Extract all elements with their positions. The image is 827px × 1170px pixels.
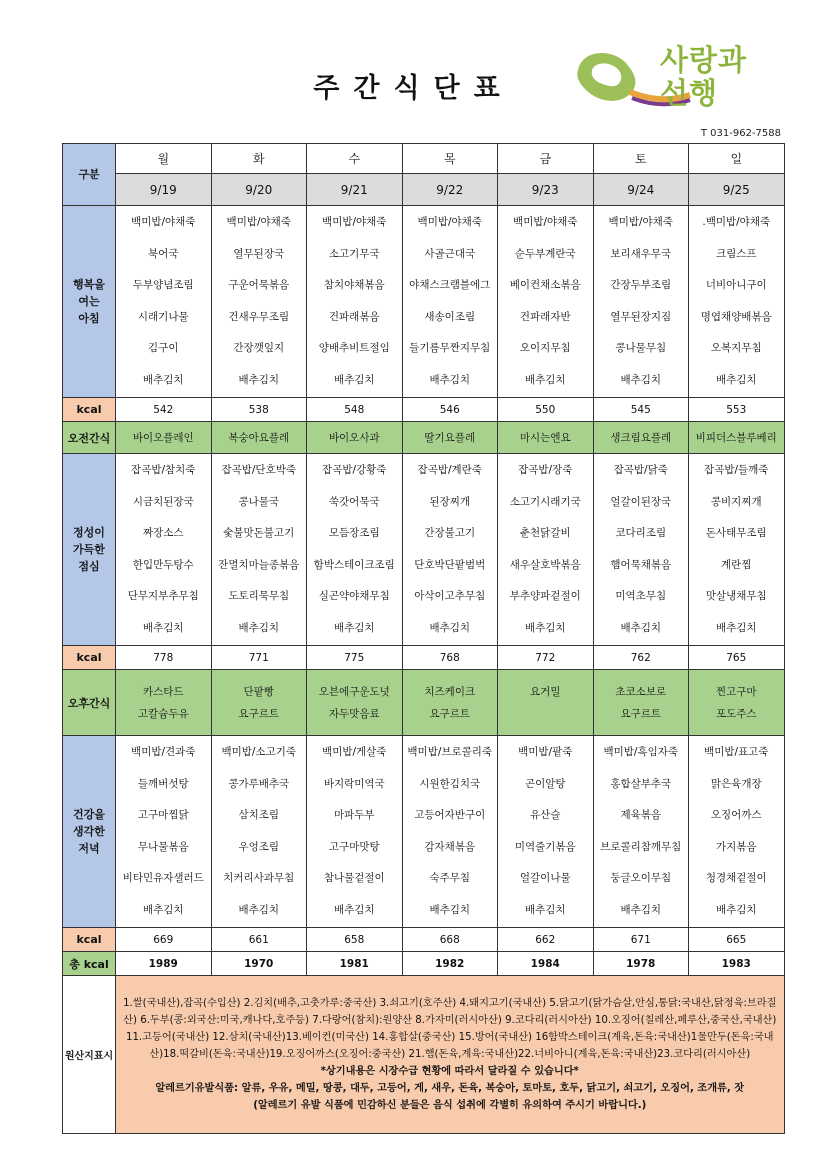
menu-item: 북어국	[148, 247, 179, 260]
menu-item: 미역초무침	[615, 590, 667, 602]
menu-item: 배추김치	[715, 621, 757, 634]
kcal-value: 771	[211, 646, 307, 670]
date-header: 9/24	[593, 174, 689, 206]
kcal-value: 671	[593, 928, 689, 952]
menu-item: 배추김치	[333, 621, 375, 634]
pm-snack-cell	[402, 670, 498, 736]
kcal-value: 658	[307, 928, 403, 952]
menu-item: 참치야채볶음	[323, 279, 385, 291]
menu-item: 백미밥/흑임자죽	[603, 746, 679, 758]
day-header: 목	[402, 144, 498, 174]
kcal-value: 668	[402, 928, 498, 952]
menu-item: 소고기시래기국	[509, 495, 581, 508]
kcal-value: 545	[593, 398, 689, 422]
pm-snack-item: 요구르트	[238, 707, 280, 720]
day-header: 월	[116, 144, 212, 174]
menu-item: 배추김치	[142, 373, 184, 386]
menu-item: 잡곡밥/참치죽	[131, 464, 196, 476]
menu-item: 간장불고기	[424, 527, 476, 539]
date-header: 9/19	[116, 174, 212, 206]
breakfast-day-cell	[498, 206, 594, 398]
menu-item: 제육볶음	[620, 809, 662, 821]
menu-item: 시원한김치국	[419, 777, 481, 790]
menu-item: 간장깻잎지	[233, 342, 285, 354]
menu-item: 백미밥/야채죽	[226, 216, 291, 228]
menu-item: 순두부계란국	[514, 247, 576, 260]
pm-snack-item: 단팥빵	[243, 685, 274, 698]
menu-item: 잡곡밥/들깨죽	[704, 464, 769, 476]
menu-item: 백미밥/게살죽	[322, 746, 387, 758]
total-kcal-value: 1970	[211, 952, 307, 976]
breakfast-day-cell	[689, 206, 785, 398]
breakfast-day-cell	[116, 206, 212, 398]
date-header: 9/25	[689, 174, 785, 206]
page-title: 주간식단표	[313, 73, 514, 104]
date-header: 9/23	[498, 174, 594, 206]
pm-snack-item: 오븐에구운도넛	[318, 685, 390, 698]
lunch-day-cell	[211, 454, 307, 646]
menu-item: 백미밥/소고기죽	[221, 746, 297, 758]
menu-item: 미역줄기볶음	[514, 840, 576, 853]
menu-item: 콩나물무침	[615, 342, 667, 354]
day-header: 토	[593, 144, 689, 174]
menu-item: 백미밥/견과죽	[131, 746, 196, 758]
menu-item: 베이컨채소볶음	[509, 279, 581, 291]
menu-item: 잡곡밥/계란죽	[417, 464, 482, 476]
breakfast-label-line: 행복을	[73, 278, 105, 291]
menu-item: 배추김치	[524, 373, 566, 386]
dinner-day-cell	[689, 736, 785, 928]
breakfast-label-line: 아침	[78, 312, 100, 325]
menu-item: 사골근대국	[424, 247, 476, 260]
kcal-value: 542	[116, 398, 212, 422]
menu-item: 고구마찜닭	[137, 809, 189, 821]
menu-item: 배추김치	[429, 903, 471, 916]
menu-item: 야채스크램블에그	[409, 279, 491, 291]
kcal-value: 669	[116, 928, 212, 952]
menu-item: 구운어묵볶음	[228, 279, 290, 291]
menu-item: 햄어묵채볶음	[610, 558, 672, 571]
menu-item: 돈사태무조림	[705, 527, 767, 539]
kcal-value: 548	[307, 398, 403, 422]
pm-snack-item: 요거밀	[530, 685, 561, 698]
menu-item: 콩가루배추국	[228, 777, 290, 790]
menu-item: 도토리묵무침	[228, 590, 290, 602]
menu-item: 열무된장국	[233, 247, 285, 260]
lunch-day-cell	[593, 454, 689, 646]
total-kcal-value: 1978	[593, 952, 689, 976]
origin-label: 원산지표시	[63, 976, 116, 1134]
kcal-label: kcal	[63, 646, 116, 670]
total-kcal-value: 1981	[307, 952, 403, 976]
menu-item: 백미밥/야채죽	[608, 216, 673, 228]
phone-number: T 031-962-7588	[700, 128, 781, 139]
total-kcal-value: 1983	[689, 952, 785, 976]
kcal-label: kcal	[63, 928, 116, 952]
kcal-value: 661	[211, 928, 307, 952]
menu-item: 삼치조림	[238, 809, 280, 821]
pm-snack-item	[498, 703, 593, 725]
menu-item: 홍합살부추국	[610, 777, 672, 790]
menu-item: 간장두부조림	[610, 279, 672, 291]
menu-item: 오이지무침	[519, 342, 571, 354]
day-header: 일	[689, 144, 785, 174]
kcal-value: 775	[307, 646, 403, 670]
pm-snack-item: 치즈케이크	[424, 685, 476, 698]
menu-item: 무나물볶음	[137, 840, 189, 853]
pm-snack-item: 자두맛음료	[328, 707, 380, 720]
menu-item: 배추김치	[238, 903, 280, 916]
dinner-day-cell	[116, 736, 212, 928]
am-snack-item: 딸기요플레	[402, 422, 498, 454]
menu-item: 실곤약야채무침	[318, 590, 390, 602]
menu-item: 둥글오이무침	[610, 872, 672, 884]
menu-item: 배추김치	[620, 621, 662, 634]
dinner-label-line: 저녁	[78, 842, 100, 855]
menu-item: 마파두부	[333, 809, 375, 821]
pm-snack-item: 찐고구마	[715, 685, 757, 698]
menu-item: 배추김치	[524, 621, 566, 634]
allergy-list: 알레르기유발식품: 알류, 우유, 메밀, 땅콩, 대두, 고등어, 게, 새우, 돈육, 복숭아, 토마토, 호두, 닭고기, 쇠고기, 오징어, 조개류, 잣	[155, 1083, 745, 1094]
menu-item: 배추김치	[620, 373, 662, 386]
dinner-label	[63, 736, 116, 928]
origin-text: 1.쌀(국내산),잡곡(수입산) 2.김치(배추,고춧가루:중국산) 3.쇠고기(호주산) 4.돼지고기(국내산) 5.닭고기(닭가슴살,안심,통닭:국내산,닭정육:브라질산) 6.두부(콩:외국산:미국,캐나다,호주등) 7.다랑어(참치):원양산 8.가자미(러시아산) 9.코다리(러시아산) 10.오징어(칠레산,페루산,중국산,국내산) 11.고등어(국내산) 12.삼치(국내산)13.베이컨(미국산) 14.홍합살(중국산) 15.방어(국내산) 16함박스테이크(계육,돈육:국내산)1물만두(돈육:국내산)18.떡갈비(돈육:국내산)19.오징어까스(오징어:중국산) 21.햄(돈육,계육:국내산)22.너비아니(계육,돈육:국내산)23.코다리(러시아산)	[123, 998, 777, 1060]
total-kcal-label: 총 kcal	[63, 952, 116, 976]
pm-snack-cell	[211, 670, 307, 736]
menu-item: 배추김치	[333, 903, 375, 916]
menu-item: 건파래자반	[519, 310, 571, 323]
day-header: 금	[498, 144, 594, 174]
menu-item: 비타민유자샐러드	[122, 872, 204, 884]
menu-item: 잡곡밥/장죽	[518, 464, 573, 476]
menu-item: 시래기나물	[137, 310, 189, 323]
menu-item: 고구마맛탕	[328, 840, 380, 853]
menu-item: 크림스프	[715, 247, 757, 260]
menu-item: 맑은육개장	[710, 777, 762, 790]
pm-snack-item: 요구르트	[429, 707, 471, 720]
origin-notice-cell	[116, 976, 785, 1134]
menu-item: 단무지부추무침	[127, 590, 199, 602]
lunch-label-line: 가득한	[73, 543, 105, 556]
kcal-value: 546	[402, 398, 498, 422]
menu-item: 모듬장조림	[328, 527, 380, 539]
menu-item: 된장찌개	[429, 495, 471, 508]
menu-item: 시금치된장국	[132, 495, 194, 508]
menu-item: 고등어자반구이	[414, 809, 486, 821]
am-snack-label: 오전간식	[63, 422, 116, 454]
kcal-value: 550	[498, 398, 594, 422]
kcal-value: 762	[593, 646, 689, 670]
menu-item: 명엽채양배볶음	[700, 310, 772, 323]
pm-snack-cell	[689, 670, 785, 736]
breakfast-label	[63, 206, 116, 398]
dinner-day-cell	[593, 736, 689, 928]
allergy-note: (알레르기 유발 식품에 민감하신 분들은 음식 섭취에 각별히 유의하여 주시기 바랍니다.)	[253, 1100, 647, 1111]
menu-item: 잡곡밥/단호박죽	[221, 464, 297, 476]
menu-item: 열무된장지짐	[610, 310, 672, 323]
menu-item: 콩나물국	[238, 495, 280, 508]
pm-snack-cell	[116, 670, 212, 736]
menu-item: 한입만두탕수	[132, 558, 194, 571]
kcal-value: 765	[689, 646, 785, 670]
menu-item: 유산슬	[530, 809, 561, 821]
pm-snack-label: 오후간식	[63, 670, 116, 736]
menu-item: 백미밥/팥죽	[518, 746, 573, 758]
pm-snack-item: 포도주스	[715, 707, 757, 720]
menu-item: 잔멸치마늘종볶음	[218, 558, 300, 571]
menu-item: 코다리조림	[615, 527, 667, 539]
menu-item: 짜장소스	[142, 527, 184, 539]
kcal-label: kcal	[63, 398, 116, 422]
pm-snack-cell	[498, 670, 594, 736]
lunch-label	[63, 454, 116, 646]
menu-item: 백미밥/야채죽	[131, 216, 196, 228]
menu-item: 배추김치	[715, 903, 757, 916]
menu-item: 두부양념조림	[132, 279, 194, 291]
menu-item: 배추김치	[142, 903, 184, 916]
menu-item: 춘천닭갈비	[519, 527, 571, 539]
date-header: 9/22	[402, 174, 498, 206]
pm-snack-item: 카스타드	[142, 685, 184, 698]
menu-item: 백미밥/야채죽	[417, 216, 482, 228]
dinner-day-cell	[498, 736, 594, 928]
menu-item: 백미밥/브로콜리죽	[407, 746, 493, 758]
menu-item: 배추김치	[429, 373, 471, 386]
date-header: 9/20	[211, 174, 307, 206]
menu-item: 들기름무짠지무침	[409, 342, 491, 354]
menu-item: 잡곡밥/닭죽	[613, 464, 668, 476]
menu-item: 콩비지찌개	[710, 495, 762, 508]
lunch-label-line: 정성이	[73, 526, 105, 539]
kcal-value: 768	[402, 646, 498, 670]
menu-item: 오복지무침	[710, 342, 762, 354]
menu-item: 보리새우무국	[610, 247, 672, 260]
menu-item: 곤이알탕	[524, 777, 566, 790]
pm-snack-cell	[307, 670, 403, 736]
lunch-day-cell	[689, 454, 785, 646]
menu-item: 배추김치	[715, 373, 757, 386]
menu-item: 쑥갓어묵국	[328, 495, 380, 508]
menu-item: 양배추비트절임	[318, 342, 390, 354]
menu-item: 잡곡밥/강황죽	[322, 464, 387, 476]
menu-item: 바지락미역국	[323, 777, 385, 790]
market-notice: *상기내용은 시장수급 현황에 따라서 달라질 수 있습니다*	[320, 1066, 579, 1077]
kcal-value: 778	[116, 646, 212, 670]
am-snack-item: 복숭아요플레	[211, 422, 307, 454]
menu-item: 얼갈이나물	[519, 872, 571, 884]
total-kcal-value: 1984	[498, 952, 594, 976]
menu-item: 함박스테이크조림	[313, 558, 395, 571]
am-snack-item: 바이오사과	[307, 422, 403, 454]
menu-item: .백미밥/야채죽	[702, 216, 771, 228]
kcal-value: 665	[689, 928, 785, 952]
menu-item: 새우살호박볶음	[509, 558, 581, 571]
lunch-day-cell	[498, 454, 594, 646]
menu-item: 아삭이고추무침	[414, 590, 486, 602]
menu-item: 숙주무침	[429, 872, 471, 884]
kcal-value: 662	[498, 928, 594, 952]
breakfast-day-cell	[307, 206, 403, 398]
breakfast-label-line: 여는	[78, 295, 100, 308]
kcal-value: 538	[211, 398, 307, 422]
menu-item: 배추김치	[620, 903, 662, 916]
menu-item: 배추김치	[429, 621, 471, 634]
day-header: 화	[211, 144, 307, 174]
header-label: 구분	[63, 144, 116, 206]
total-kcal-value: 1982	[402, 952, 498, 976]
menu-item: 감자채볶음	[424, 840, 476, 853]
menu-item: 건파래볶음	[328, 310, 380, 323]
menu-item: 단호박단팥범벅	[414, 558, 486, 571]
menu-item: 얼갈이된장국	[610, 495, 672, 508]
menu-item: 배추김치	[333, 373, 375, 386]
kcal-value: 553	[689, 398, 785, 422]
menu-item: 계란찜	[721, 558, 752, 571]
menu-item: 맛살냉채무침	[705, 590, 767, 602]
menu-item: 건새우무조림	[228, 310, 290, 323]
menu-item: 김구이	[148, 342, 179, 354]
menu-item: 배추김치	[238, 621, 280, 634]
pm-snack-item: 요구르트	[620, 707, 662, 720]
brand-logo-text: 사랑과 선행	[660, 43, 748, 110]
lunch-label-line: 점심	[78, 560, 100, 573]
date-header: 9/21	[307, 174, 403, 206]
menu-item: 소고기무국	[328, 247, 380, 260]
am-snack-item: 비피더스블루베리	[689, 422, 785, 454]
menu-item: 들깨버섯탕	[137, 777, 189, 790]
lunch-day-cell	[307, 454, 403, 646]
pm-snack-item: 고칼슘두유	[137, 707, 189, 720]
menu-item: 오징어까스	[710, 809, 762, 821]
menu-item: 백미밥/야채죽	[322, 216, 387, 228]
menu-item: 숯불맛돈불고기	[223, 527, 295, 539]
menu-item: 배추김치	[238, 373, 280, 386]
menu-item: 백미밥/야채죽	[513, 216, 578, 228]
lunch-day-cell	[402, 454, 498, 646]
breakfast-day-cell	[593, 206, 689, 398]
pm-snack-cell	[593, 670, 689, 736]
day-header: 수	[307, 144, 403, 174]
pm-snack-item: 초코소보로	[615, 685, 667, 698]
lunch-day-cell	[116, 454, 212, 646]
menu-item: 가지볶음	[715, 840, 757, 853]
menu-item: 우엉조림	[238, 840, 280, 853]
menu-item: 백미밥/표고죽	[704, 746, 769, 758]
am-snack-item: 바이오플레인	[116, 422, 212, 454]
menu-item: 새송이조림	[424, 310, 476, 323]
kcal-value: 772	[498, 646, 594, 670]
total-kcal-value: 1989	[116, 952, 212, 976]
dinner-day-cell	[307, 736, 403, 928]
dinner-label-line: 건강을	[73, 808, 105, 821]
menu-item: 청경채겉절이	[705, 872, 767, 884]
menu-item: 브로콜리참깨무침	[600, 840, 682, 853]
breakfast-day-cell	[402, 206, 498, 398]
am-snack-item: 마시는엔요	[498, 422, 594, 454]
menu-item: 치커리사과무침	[223, 872, 295, 884]
dinner-day-cell	[402, 736, 498, 928]
dinner-label-line: 생각한	[73, 825, 105, 838]
dinner-day-cell	[211, 736, 307, 928]
weekly-menu-table	[62, 143, 785, 1134]
menu-item: 참나물겉절이	[323, 872, 385, 884]
menu-item: 부추양파겉절이	[509, 590, 581, 602]
menu-item: 배추김치	[142, 621, 184, 634]
am-snack-item: 생크림요플레	[593, 422, 689, 454]
menu-item: 배추김치	[524, 903, 566, 916]
breakfast-day-cell	[211, 206, 307, 398]
menu-item: 너비아니구이	[705, 279, 767, 291]
